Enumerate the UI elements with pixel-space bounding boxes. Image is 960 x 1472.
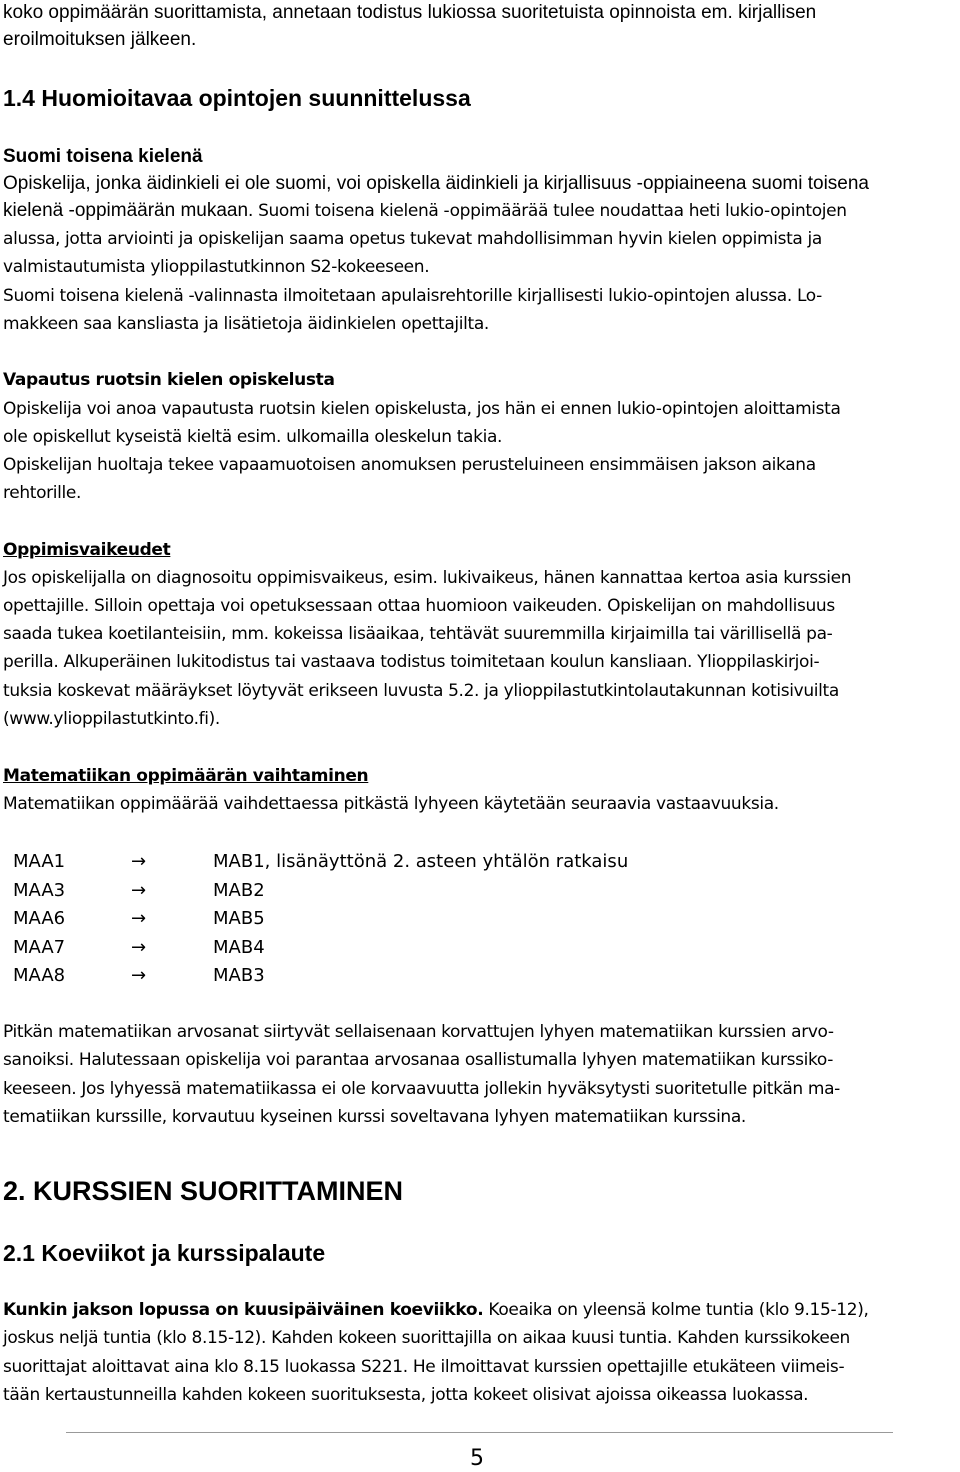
koeviikot-lead: Kunkin jakson lopussa on kuusipäiväinen koeviikko. bbox=[3, 1300, 484, 1320]
oppimisvaikeudet-line-1: Jos opiskelijalla on diagnosoitu oppimisvaikeus, esim. lukivaikeus, hänen kannattaa kertoa asia kurssien bbox=[3, 568, 852, 588]
vapautus-title: Vapautus ruotsin kielen opiskelusta bbox=[3, 370, 335, 390]
matematiikka-line-3: keeseen. Jos lyhyessä matematiikassa ei ole korvaavuutta jollekin hyväksytysti suoritetulle pitkän ma- bbox=[3, 1079, 840, 1099]
mapping-to: MAB2 bbox=[213, 880, 265, 901]
footer-divider bbox=[66, 1432, 893, 1433]
arrow-right-icon: → bbox=[131, 937, 147, 958]
page-number: 5 bbox=[470, 1446, 484, 1471]
oppimisvaikeudet-line-2: opettajille. Silloin opettaja voi opetuksessaan ottaa huomioon vaikeuden. Opiskelijan on mahdollisuus bbox=[3, 596, 835, 616]
suomi-line-2a: kielenä -oppimäärän mukaan. bbox=[3, 200, 254, 221]
vapautus-line-2: ole opiskellut kyseistä kieltä esim. ulkomailla oleskelun takia. bbox=[3, 427, 503, 447]
vapautus-line-1: Opiskelija voi anoa vapautusta ruotsin kielen opiskelusta, jos hän ei ennen lukio-opintojen aloittamista bbox=[3, 399, 841, 419]
oppimisvaikeudet-title: Oppimisvaikeudet bbox=[3, 540, 171, 560]
suomi-line-2 bbox=[3, 197, 847, 225]
arrow-right-icon: → bbox=[131, 851, 147, 872]
suomi-line-6: makkeen saa kansliasta ja lisätietoja äidinkielen opettajilta. bbox=[3, 314, 489, 334]
arrow-right-icon: → bbox=[131, 908, 147, 929]
matematiikka-intro: Matematiikan oppimäärää vaihdettaessa pitkästä lyhyeen käytetään seuraavia vastaavuuksia. bbox=[3, 794, 779, 814]
intro-line-1: koko oppimäärän suorittamista, annetaan todistus lukiossa suoritetuista opinnoista em. kirjallisen bbox=[3, 2, 817, 23]
suomi-line-3: alussa, jotta arviointi ja opiskelijan saama opetus tukevat mahdollisimman hyvin kielen oppimista ja bbox=[3, 229, 822, 249]
matematiikka-line-2: sanoiksi. Halutessaan opiskelija voi parantaa arvosanaa osallistumalla lyhyen matematiikan kurssiko- bbox=[3, 1050, 834, 1070]
section-heading-1-4: 1.4 Huomioitavaa opintojen suunnittelussa bbox=[3, 85, 471, 111]
mapping-to: MAB5 bbox=[213, 908, 265, 929]
mapping-from: MAA3 bbox=[13, 880, 66, 901]
vapautus-line-3: Opiskelijan huoltaja tekee vapaamuotoisen anomuksen perusteluineen ensimmäisen jakson aikana bbox=[3, 455, 816, 475]
mapping-to: MAB3 bbox=[213, 965, 265, 986]
koeviikot-line-2: joskus neljä tuntia (klo 8.15-12). Kahden kokeen suorittajilla on aikaa kuusi tuntia. Kahden kurssikokeen bbox=[3, 1328, 850, 1348]
mapping-to: MAB1, lisänäyttönä 2. asteen yhtälön ratkaisu bbox=[213, 851, 629, 872]
arrow-right-icon: → bbox=[131, 965, 147, 986]
suomi-line-2b: Suomi toisena kielenä -oppimäärää tulee noudattaa heti lukio-opintojen bbox=[258, 201, 847, 221]
suomi-line-4: valmistautumista ylioppilastutkinnon S2-kokeeseen. bbox=[3, 257, 430, 277]
mapping-from: MAA7 bbox=[13, 937, 66, 958]
mapping-from: MAA6 bbox=[13, 908, 66, 929]
oppimisvaikeudet-line-5: tuksia koskevat määräykset löytyvät erikseen luvusta 5.2. ja ylioppilastutkintolautakunnan kotisivuilta bbox=[3, 681, 839, 701]
section-heading-2-1: 2.1 Koeviikot ja kurssipalaute bbox=[3, 1240, 326, 1266]
oppimisvaikeudet-line-3: saada tukea koetilanteisiin, mm. kokeissa lisäaikaa, tehtävät suuremmilla kirjaimilla tai värillisellä pa- bbox=[3, 624, 833, 644]
koeviikot-line-1b: Koeaika on yleensä kolme tuntia (klo 9.15-12), bbox=[488, 1300, 869, 1320]
mapping-to: MAB4 bbox=[213, 937, 265, 958]
matematiikka-line-1: Pitkän matematiikan arvosanat siirtyvät sellaisenaan korvattujen lyhyen matematiikan kurssien arvo- bbox=[3, 1022, 834, 1042]
matematiikka-line-4: tematiikan kurssille, korvautuu kyseinen kurssi soveltavana lyhyen matematiikan kurssina. bbox=[3, 1107, 746, 1127]
suomi-line-1: Opiskelija, jonka äidinkieli ei ole suomi, voi opiskella äidinkieli ja kirjallisuus -oppiaineena suomi toisena bbox=[3, 173, 870, 194]
suomi-title: Suomi toisena kielenä bbox=[3, 146, 203, 167]
koeviikot-line-4: tään kertaustunneilla kahden kokeen suorituksesta, jotta kokeet olisivat ajoissa oikeassa luokassa. bbox=[3, 1385, 809, 1405]
intro-line-2: eroilmoituksen jälkeen. bbox=[3, 29, 197, 50]
chapter-heading-2: 2. KURSSIEN SUORITTAMINEN bbox=[3, 1176, 404, 1206]
suomi-line-5: Suomi toisena kielenä -valinnasta ilmoitetaan apulaisrehtorille kirjallisesti lukio-opintojen alussa. Lo- bbox=[3, 286, 822, 306]
koeviikot-line-1 bbox=[3, 1297, 869, 1324]
matematiikka-title: Matematiikan oppimäärän vaihtaminen bbox=[3, 766, 369, 786]
oppimisvaikeudet-line-4: perilla. Alkuperäinen lukitodistus tai vastaava todistus toimitetaan koulun kansliaan. Ylioppilaskirjoi- bbox=[3, 652, 820, 672]
oppimisvaikeudet-line-6: (www.ylioppilastutkinto.fi). bbox=[3, 709, 220, 729]
vapautus-line-4: rehtorille. bbox=[3, 483, 82, 503]
koeviikot-line-3: suorittajat aloittavat aina klo 8.15 luokassa S221. He ilmoittavat kurssien opettajille etukäteen viimeis- bbox=[3, 1357, 845, 1377]
arrow-right-icon: → bbox=[131, 880, 147, 901]
mapping-from: MAA8 bbox=[13, 965, 66, 986]
mapping-from: MAA1 bbox=[13, 851, 66, 872]
